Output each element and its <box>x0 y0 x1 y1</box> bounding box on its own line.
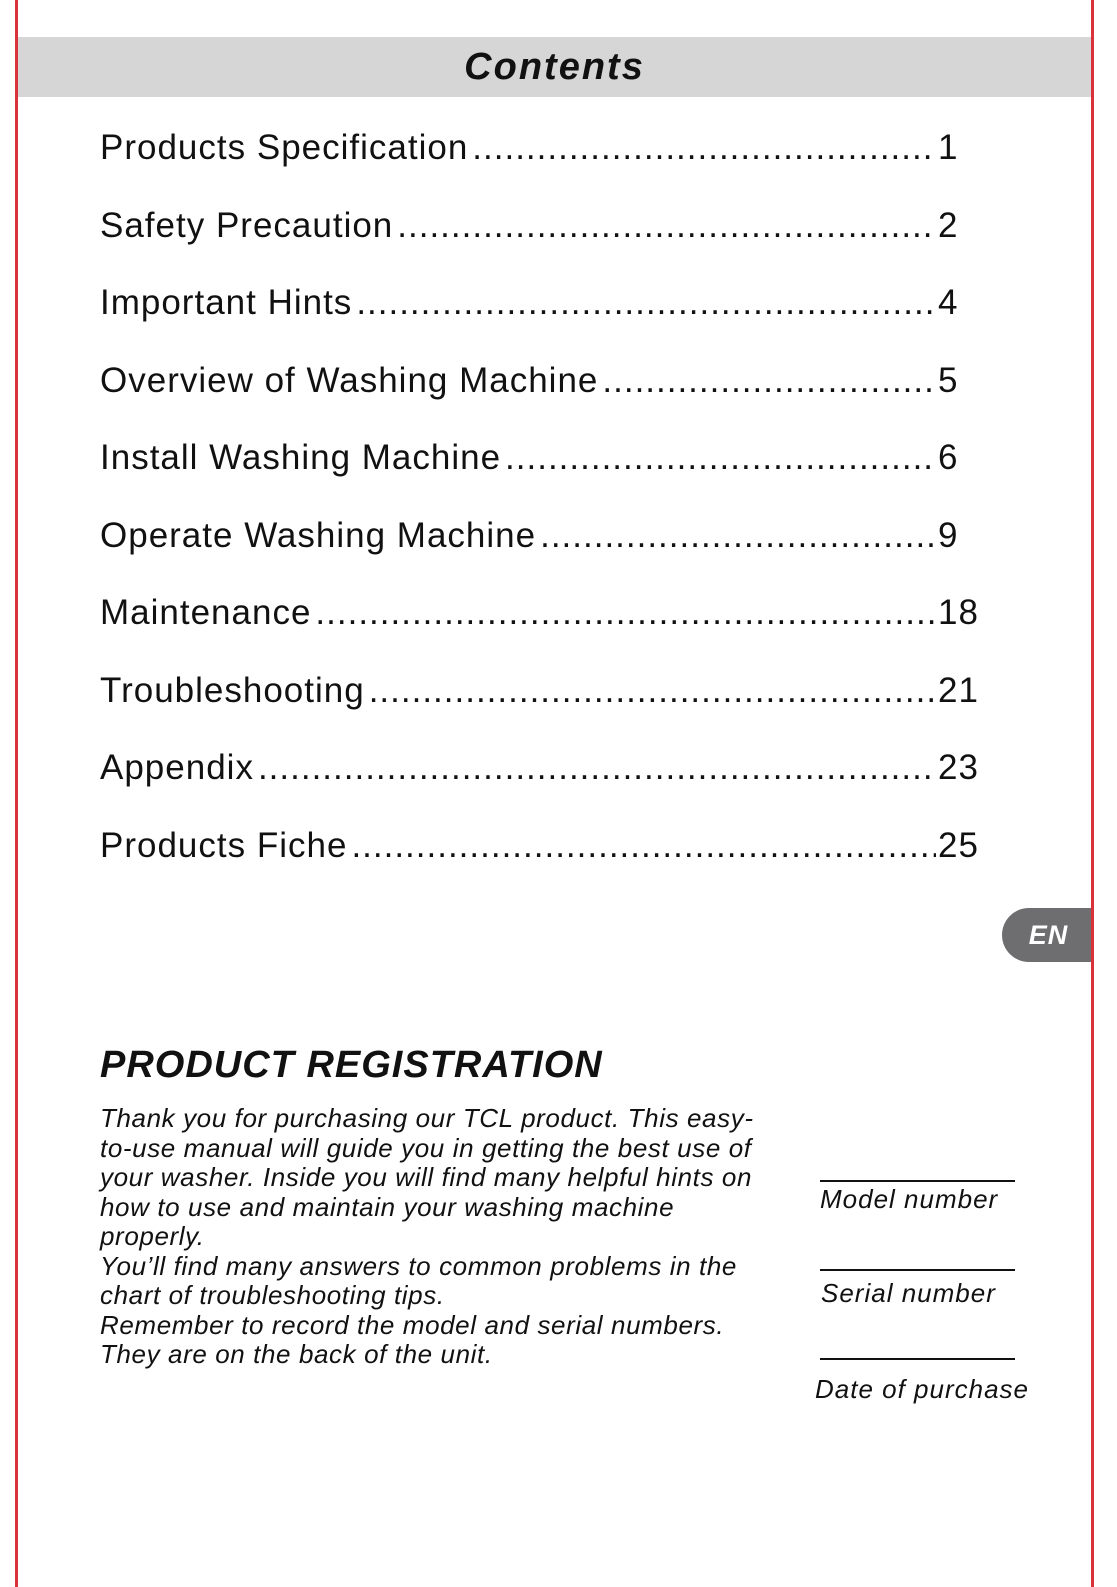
toc-entry[interactable] <box>100 826 980 904</box>
serial-number-blank-line[interactable] <box>820 1269 1015 1271</box>
registration-body-line: to-use manual will guide you in getting the best use of <box>100 1132 752 1163</box>
toc-entry-page: 21 <box>938 670 979 710</box>
model-number-label: Model number <box>820 1184 999 1214</box>
registration-body-line: You’ll find many answers to common problems in the <box>100 1250 737 1281</box>
contents-title: Contents <box>464 45 645 88</box>
product-registration-heading: PRODUCT REGISTRATION <box>100 1044 603 1086</box>
toc-dot-leader <box>315 593 936 633</box>
toc-entry-title: Install Washing Machine <box>100 438 502 477</box>
toc-dot-leader <box>602 361 936 401</box>
toc-entry[interactable] <box>100 748 980 826</box>
toc-entry[interactable] <box>100 361 980 439</box>
toc-entry-page: 18 <box>938 593 979 632</box>
model-number-blank-line[interactable] <box>820 1180 1015 1182</box>
toc-dot-leader <box>369 671 936 711</box>
language-tab <box>1002 908 1091 962</box>
registration-body-line: Remember to record the model and serial numbers. <box>100 1309 725 1340</box>
registration-body-line: They are on the back of the unit. <box>100 1339 493 1369</box>
toc-entry-title: Products Fiche <box>100 825 348 865</box>
toc-dot-leader <box>540 516 936 556</box>
toc-entry-page: 9 <box>938 515 959 555</box>
toc-entry-title: Important Hints <box>100 283 353 322</box>
toc-entry[interactable] <box>100 206 980 284</box>
toc-entry-title: Operate Washing Machine <box>100 515 537 555</box>
serial-number-label: Serial number <box>821 1278 996 1308</box>
registration-body-line: how to use and maintain your washing machine <box>100 1191 675 1222</box>
toc-entry-title: Products Specification <box>100 128 469 167</box>
toc-entry-title: Appendix <box>100 748 254 787</box>
toc-entry-page: 6 <box>938 438 959 477</box>
toc-entry-title: Maintenance <box>100 593 312 632</box>
toc-entry-page: 23 <box>938 748 979 787</box>
toc-entry-page: 5 <box>938 360 959 400</box>
toc-entry[interactable] <box>100 438 980 516</box>
left-red-border <box>15 0 18 1587</box>
toc-entry-page: 1 <box>938 128 959 167</box>
toc-dot-leader <box>505 438 936 478</box>
registration-body-line: Thank you for purchasing our TCL product. This easy- <box>100 1103 754 1133</box>
toc-dot-leader <box>472 128 936 168</box>
registration-body-line: your washer. Inside you will find many helpful hints on <box>100 1162 753 1192</box>
toc-entry-page: 25 <box>938 825 979 865</box>
toc-entry[interactable] <box>100 671 980 749</box>
language-tab-label: EN <box>1028 919 1069 950</box>
toc-entry[interactable] <box>100 593 980 671</box>
toc-dot-leader <box>258 748 936 788</box>
toc-entry-title: Safety Precaution <box>100 205 394 245</box>
toc-entry-page: 2 <box>938 205 959 245</box>
toc-entry-title: Overview of Washing Machine <box>100 360 599 400</box>
registration-body-line: properly. <box>100 1221 205 1251</box>
right-red-border <box>1091 0 1094 1587</box>
toc-dot-leader <box>351 826 936 866</box>
registration-body-line: chart of troubleshooting tips. <box>100 1280 445 1310</box>
table-of-contents <box>100 128 980 903</box>
toc-dot-leader <box>397 206 936 246</box>
toc-entry[interactable] <box>100 283 980 361</box>
toc-entry[interactable] <box>100 516 980 594</box>
toc-entry-page: 4 <box>938 283 959 322</box>
toc-dot-leader <box>356 283 936 323</box>
contents-header-band <box>18 37 1091 97</box>
toc-entry-title: Troubleshooting <box>100 670 365 710</box>
date-of-purchase-label: Date of purchase <box>815 1374 1030 1404</box>
toc-entry[interactable] <box>100 128 980 206</box>
date-of-purchase-blank-line[interactable] <box>820 1358 1015 1360</box>
registration-body-text <box>100 1104 800 1370</box>
